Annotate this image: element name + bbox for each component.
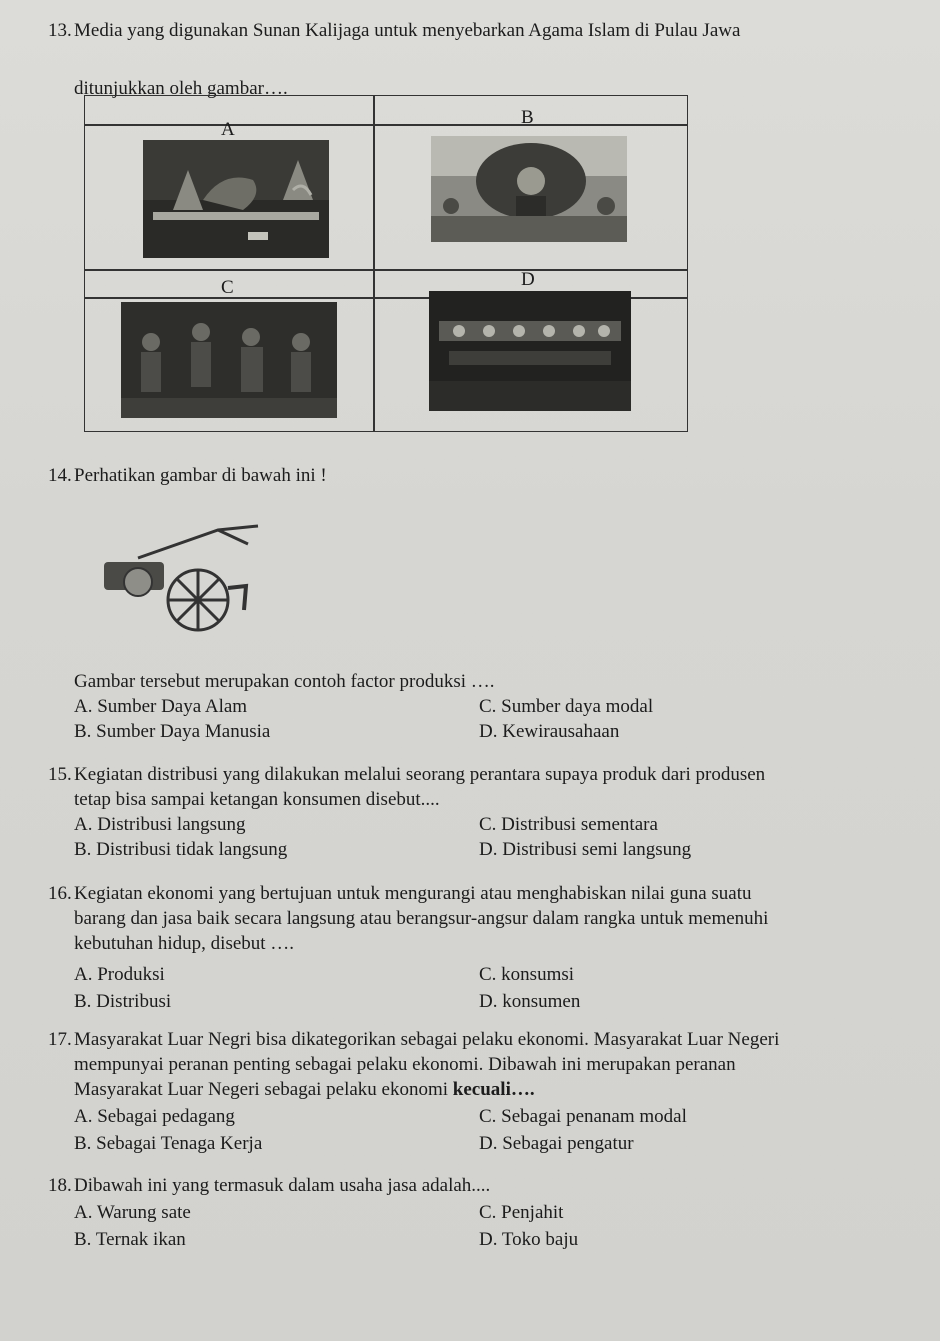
wayang-photo[interactable]	[143, 140, 329, 258]
option-d[interactable]: D. Sebagai pengatur	[479, 1133, 634, 1154]
option-a[interactable]: A. Produksi	[74, 964, 165, 985]
question-13	[48, 18, 928, 43]
question-14-question: Gambar tersebut merupakan contoh factor produksi ….	[74, 671, 495, 692]
question-17-stem-line1: Masyarakat Luar Negri bisa dikategorikan sebagai pelaku ekonomi. Masyarakat Luar Negeri	[74, 1029, 780, 1050]
question-number: 17.	[48, 1029, 72, 1050]
option-b[interactable]: B. Sebagai Tenaga Kerja	[74, 1133, 263, 1154]
question-number: 14.	[48, 465, 72, 486]
question-17	[48, 1027, 928, 1156]
option-c[interactable]: C. konsumsi	[479, 964, 575, 985]
option-b-label: B	[521, 107, 534, 128]
option-c[interactable]: C. Sebagai penanam modal	[479, 1106, 687, 1127]
option-b[interactable]: B. Sumber Daya Manusia	[74, 721, 271, 742]
option-a-label: A	[221, 119, 235, 140]
question-number: 16.	[48, 883, 72, 904]
question-16-stem-line2: barang dan jasa baik secara langsung atau berangsur-angsur dalam rangka untuk memenuhi	[74, 908, 769, 929]
question-18-stem: Dibawah ini yang termasuk dalam usaha jasa adalah....	[74, 1175, 491, 1196]
question-number: 15.	[48, 764, 72, 785]
option-d[interactable]: D. Toko baju	[479, 1229, 579, 1250]
hand-tractor-image[interactable]	[98, 518, 260, 640]
option-a[interactable]: A. Warung sate	[74, 1202, 191, 1223]
option-c[interactable]: C. Sumber daya modal	[479, 696, 654, 717]
image-options-table	[84, 95, 688, 432]
question-16-stem-line1: Kegiatan ekonomi yang bertujuan untuk mengurangi atau menghabiskan nilai guna suatu	[74, 883, 752, 904]
question-15	[48, 762, 928, 862]
performance-photo[interactable]	[121, 302, 337, 418]
option-c[interactable]: C. Distribusi sementara	[479, 814, 658, 835]
question-18	[48, 1173, 928, 1252]
option-b[interactable]: B. Ternak ikan	[74, 1229, 186, 1250]
question-14-stem: Perhatikan gambar di bawah ini !	[74, 465, 327, 486]
question-number: 13.	[48, 20, 72, 41]
question-13-stem-line1: 13. Media yang digunakan Sunan Kalijaga untuk menyebarkan Agama Islam di Pulau Jawa	[48, 20, 741, 41]
table-divider	[373, 96, 375, 431]
option-d[interactable]: D. Kewirausahaan	[479, 721, 620, 742]
option-a[interactable]: A. Distribusi langsung	[74, 814, 246, 835]
emphasis-kecuali: kecuali….	[452, 1079, 535, 1100]
question-15-stem-line2: tetap bisa sampai ketangan konsumen disebut....	[74, 789, 440, 810]
option-d[interactable]: D. Distribusi semi langsung	[479, 839, 692, 860]
question-15-stem-line1: Kegiatan distribusi yang dilakukan melalui seorang perantara supaya produk dari produsen	[74, 764, 766, 785]
question-number: 18.	[48, 1175, 72, 1196]
question-17-stem-line3: Masyarakat Luar Negeri sebagai pelaku ekonomi kecuali….	[74, 1079, 535, 1100]
gamelan-photo[interactable]	[429, 291, 631, 411]
reog-photo[interactable]	[431, 136, 627, 242]
question-17-stem-line2: mempunyai peranan penting sebagai pelaku ekonomi. Dibawah ini merupakan peranan	[74, 1054, 736, 1075]
option-d[interactable]: D. konsumen	[479, 991, 581, 1012]
option-a[interactable]: A. Sebagai pedagang	[74, 1106, 235, 1127]
question-13-stem-line2: ditunjukkan oleh gambar….	[74, 78, 288, 99]
option-b[interactable]: B. Distribusi	[74, 991, 172, 1012]
option-a[interactable]: A. Sumber Daya Alam	[74, 696, 248, 717]
option-b[interactable]: B. Distribusi tidak langsung	[74, 839, 288, 860]
question-14	[48, 463, 928, 488]
question-16-stem-line3: kebutuhan hidup, disebut ….	[74, 933, 295, 954]
table-divider	[85, 124, 687, 126]
table-divider	[85, 269, 687, 271]
option-c-label: C	[221, 277, 234, 298]
question-14-options	[74, 694, 940, 744]
option-c[interactable]: C. Penjahit	[479, 1202, 564, 1223]
question-16	[48, 881, 928, 1014]
option-d-label: D	[521, 269, 535, 290]
